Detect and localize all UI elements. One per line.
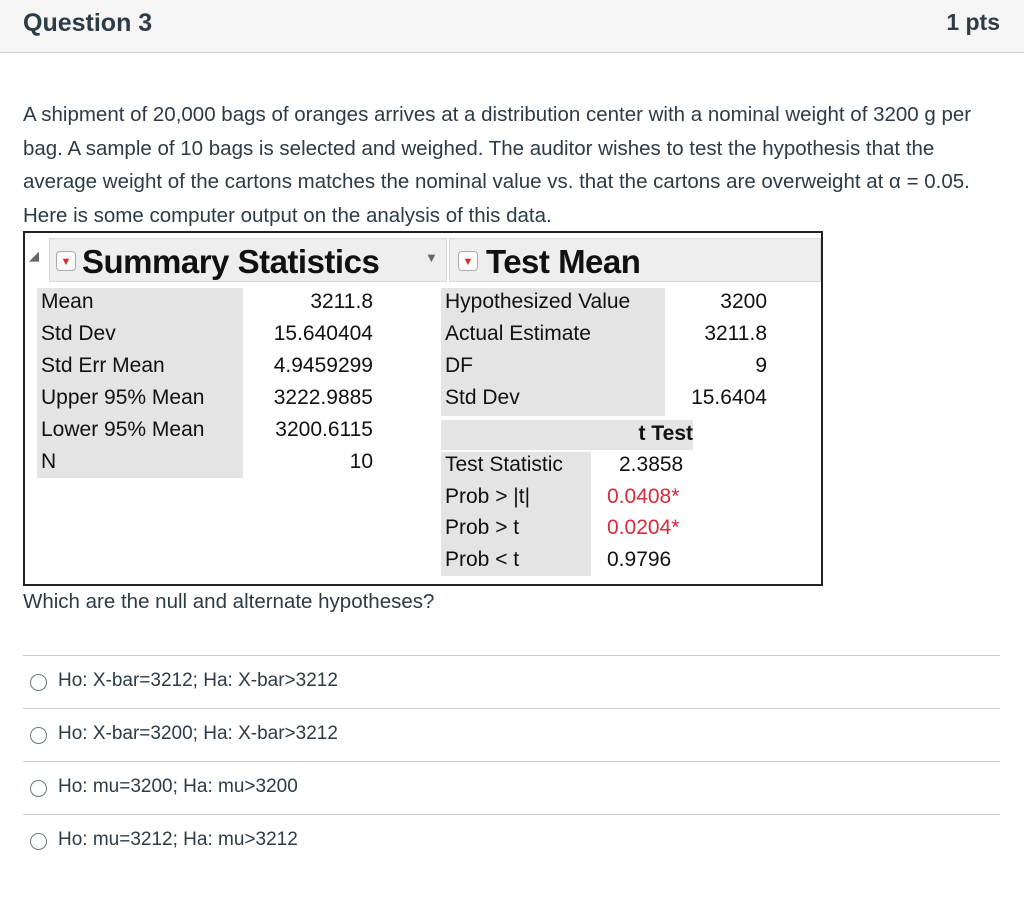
summary-label: Lower 95% Mean [41,418,205,441]
ttest-value: 0.9796 [607,548,672,571]
summary-value: 10 [349,450,373,473]
red-triangle-menu-icon: ▼ [458,251,478,271]
answer-option[interactable] [23,814,1000,867]
test-label: DF [445,354,473,377]
answer-list [23,655,1000,867]
summary-label: Mean [41,290,94,313]
summary-statistics-title: Summary Statistics [82,243,380,280]
hypotheses-prompt: Which are the null and alternate hypotheses? [23,590,435,613]
ttest-value-significant: 0.0204* [607,516,680,539]
test-mean-title: Test Mean [486,243,641,280]
radio-button[interactable] [30,833,47,850]
answer-option[interactable] [23,761,1000,814]
question-header [0,0,1024,53]
test-label: Hypothesized Value [445,290,631,313]
ttest-header: t Test [638,422,693,445]
summary-value: 3222.9885 [273,386,373,409]
question-text: A shipment of 20,000 bags of oranges arrives at a distribution center with a nominal weight of 3200 g per bag. A sample of 10 bags is selected and weighed. The auditor wishes to test the hypothesis that the average weight of the cartons matches the nominal value vs. that the cartons are overweight at α = 0.05. Here is some computer output on the analysis of this data. [23,103,972,228]
answer-label[interactable]: Ho: mu=3212; Ha: mu>3212 [58,829,298,850]
answer-option[interactable] [23,708,1000,761]
collapse-triangle-icon: ◢ [29,248,39,263]
collapse-triangle-icon: ▼ [425,250,438,265]
summary-label: Std Err Mean [41,354,165,377]
test-label: Std Dev [445,386,520,409]
summary-value: 4.9459299 [273,354,373,377]
answer-label[interactable]: Ho: mu=3200; Ha: mu>3200 [58,776,298,797]
answer-label[interactable]: Ho: X-bar=3212; Ha: X-bar>3212 [58,670,338,691]
radio-button[interactable] [30,727,47,744]
ttest-label: Prob < t [445,548,520,571]
summary-label: Upper 95% Mean [41,386,205,409]
ttest-label: Test Statistic [445,453,563,476]
summary-statistics-header [49,238,447,282]
question-points: 1 pts [946,9,1000,35]
statistics-output-image [23,231,823,586]
ttest-value-significant: 0.0408* [607,485,680,508]
test-value: 3200 [720,290,767,313]
question-text-block [23,98,993,233]
answer-label[interactable]: Ho: X-bar=3200; Ha: X-bar>3212 [58,723,338,744]
ttest-label: Prob > t [445,516,520,539]
test-value: 3211.8 [704,322,767,345]
radio-button[interactable] [30,674,47,691]
summary-value: 15.640404 [273,322,373,345]
summary-label-column [37,288,243,478]
summary-label: Std Dev [41,322,116,345]
ttest-label: Prob > |t| [445,485,531,508]
test-value: 15.6404 [691,386,767,409]
summary-value: 3211.8 [310,290,373,313]
test-mean-header [449,238,821,282]
test-value: 9 [755,354,767,377]
ttest-value: 2.3858 [619,453,684,476]
answer-option[interactable] [23,655,1000,708]
red-triangle-menu-icon: ▼ [56,251,76,271]
question-title: Question 3 [23,9,153,37]
test-label: Actual Estimate [445,322,591,345]
summary-value: 3200.6115 [275,418,373,441]
summary-label: N [41,450,57,473]
radio-button[interactable] [30,780,47,797]
